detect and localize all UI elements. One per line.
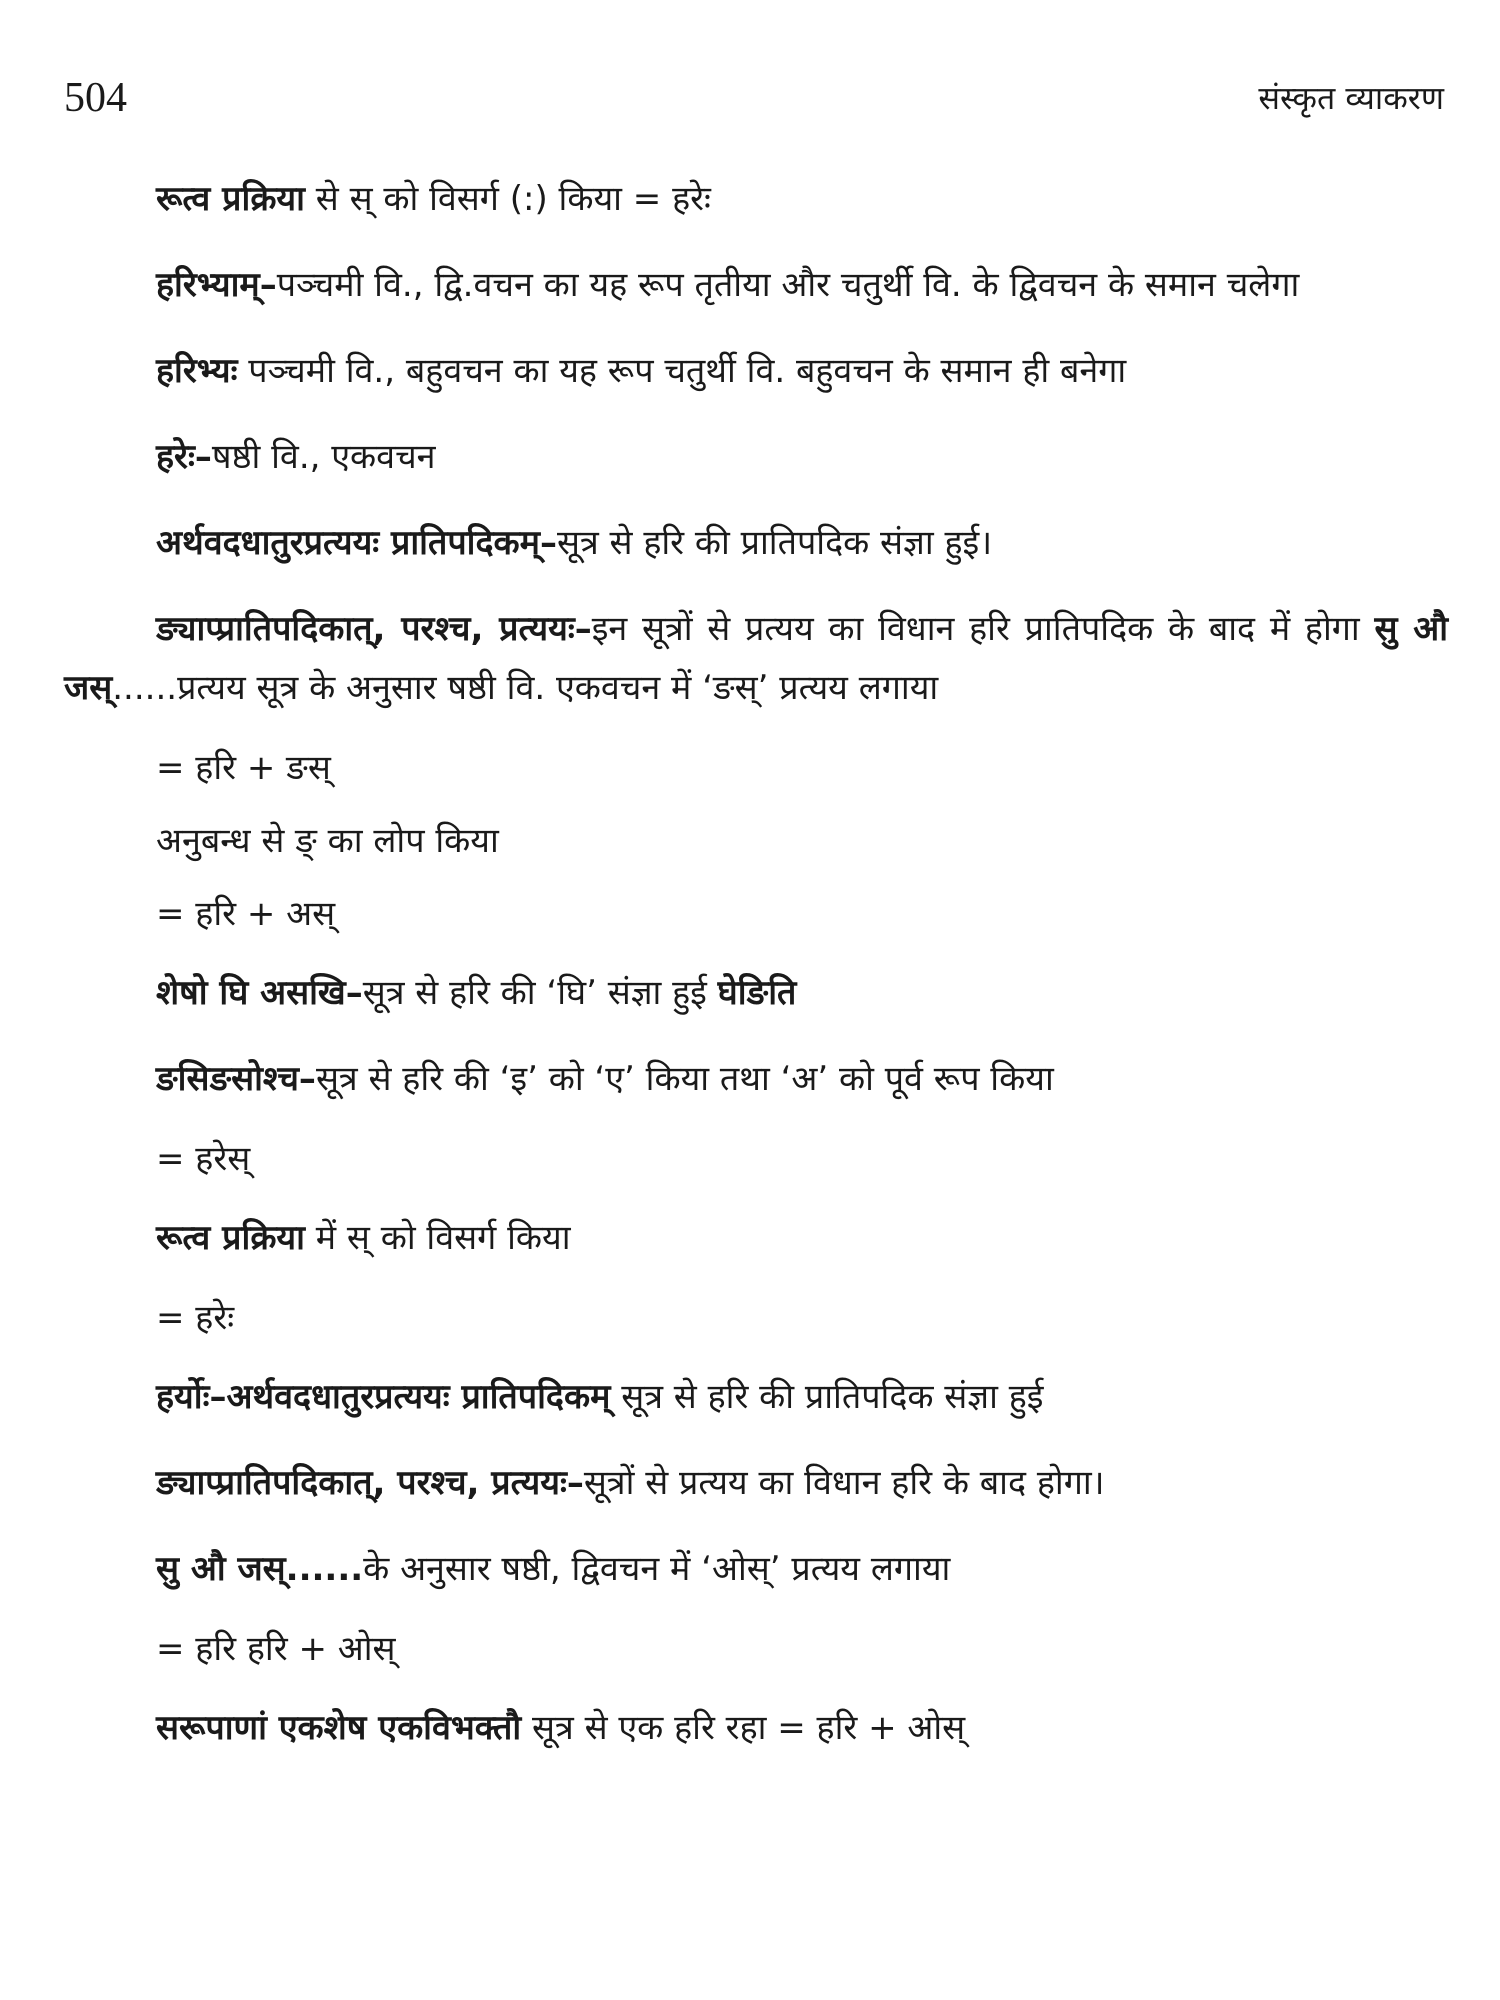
sutra-term: ङ्याप्प्रातिपदिकात्, परश्च, प्रत्ययः– bbox=[156, 609, 592, 649]
grammar-step bbox=[64, 964, 1448, 1023]
grammar-step bbox=[64, 1699, 1448, 1758]
sutra-term: ङ्याप्प्रातिपदिकात्, परश्च, प्रत्ययः– bbox=[156, 1463, 584, 1503]
page-header bbox=[64, 68, 1444, 128]
grammar-step bbox=[64, 1209, 1448, 1268]
grammar-step bbox=[64, 342, 1448, 401]
grammar-step bbox=[64, 1454, 1448, 1513]
sutra-term: हर्योः–अर्थवदधातुरप्रत्ययः प्रातिपदिकम् bbox=[156, 1377, 611, 1417]
step-text: सूत्र से हरि की ‘घि’ संज्ञा हुई bbox=[362, 973, 718, 1013]
grammar-step bbox=[64, 514, 1448, 573]
grammar-step bbox=[64, 256, 1448, 315]
derivation-line: अनुबन्ध से ङ् का लोप किया bbox=[156, 821, 499, 861]
grammar-step bbox=[64, 428, 1448, 487]
grammar-step bbox=[64, 1050, 1448, 1109]
grammar-step bbox=[64, 1368, 1448, 1427]
sutra-term: सु औ जस् bbox=[64, 609, 1449, 708]
derivation-line: = हरेस् bbox=[156, 1139, 251, 1179]
derivation-line: = हरि + ङस् bbox=[156, 748, 331, 788]
derivation-line: = हरि + अस् bbox=[156, 894, 336, 934]
form-heading: हरिभ्याम्– bbox=[156, 265, 277, 305]
step-text: सूत्र से हरि की प्रातिपदिक संज्ञा हुई bbox=[610, 1377, 1044, 1417]
step-text: सूत्र से एक हरि रहा = हरि + ओस् bbox=[521, 1708, 966, 1748]
step-text: सूत्र से हरि की प्रातिपदिक संज्ञा हुई। bbox=[556, 523, 993, 563]
sutra-term: सरूपाणां एकशेष एकविभक्तौ bbox=[156, 1708, 522, 1748]
sutra-term: रूत्व प्रक्रिया bbox=[156, 179, 305, 219]
grammar-step bbox=[64, 170, 1448, 229]
derivation-line: = हरि हरि + ओस् bbox=[156, 1629, 396, 1669]
step-text: इन सूत्रों से प्रत्यय का विधान हरि प्रातिपदिक के बाद में होगा bbox=[591, 609, 1375, 649]
sutra-term: घेङिति bbox=[717, 973, 797, 1013]
sutra-term: रूत्व प्रक्रिया bbox=[156, 1218, 305, 1258]
step-text: षष्ठी वि., एकवचन bbox=[211, 437, 436, 477]
sutra-term: शेषो घि असखि– bbox=[156, 973, 363, 1013]
step-text: ......प्रत्यय सूत्र के अनुसार षष्ठी वि. एकवचन में ‘ङस्’ प्रत्यय लगाया bbox=[112, 668, 939, 708]
running-title: संस्कृत व्याकरण bbox=[1258, 79, 1444, 117]
page-number: 504 bbox=[64, 75, 127, 121]
form-heading: हरेः– bbox=[156, 437, 212, 477]
derivation-line: = हरेः bbox=[156, 1298, 235, 1338]
page-body bbox=[64, 170, 1448, 1785]
sutra-term: अर्थवदधातुरप्रत्ययः प्रातिपदिकम्– bbox=[156, 523, 557, 563]
form-heading: हरिभ्यः bbox=[156, 351, 238, 391]
step-text: में स् को विसर्ग किया bbox=[304, 1218, 571, 1258]
step-text: के अनुसार षष्ठी, द्विवचन में ‘ओस्’ प्रत्यय लगाया bbox=[363, 1549, 951, 1589]
step-text: पञ्चमी वि., बहुवचन का यह रूप चतुर्थी वि. बहुवचन के समान ही बनेगा bbox=[237, 351, 1127, 391]
step-text: पञ्चमी वि., द्वि.वचन का यह रूप तृतीया और चतुर्थी वि. के द्विवचन के समान चलेगा bbox=[276, 265, 1300, 305]
step-text: से स् को विसर्ग (:) किया = हरेः bbox=[304, 179, 711, 219]
sutra-term: ङसिङसोश्च– bbox=[156, 1059, 316, 1099]
grammar-step bbox=[64, 600, 1448, 718]
step-text: सूत्र से हरि की ‘इ’ को ‘ए’ किया तथा ‘अ’ को पूर्व रूप किया bbox=[315, 1059, 1054, 1099]
step-text: सूत्रों से प्रत्यय का विधान हरि के बाद होगा। bbox=[583, 1463, 1105, 1503]
sutra-term: सु औ जस्...... bbox=[156, 1549, 364, 1589]
grammar-step bbox=[64, 1540, 1448, 1599]
